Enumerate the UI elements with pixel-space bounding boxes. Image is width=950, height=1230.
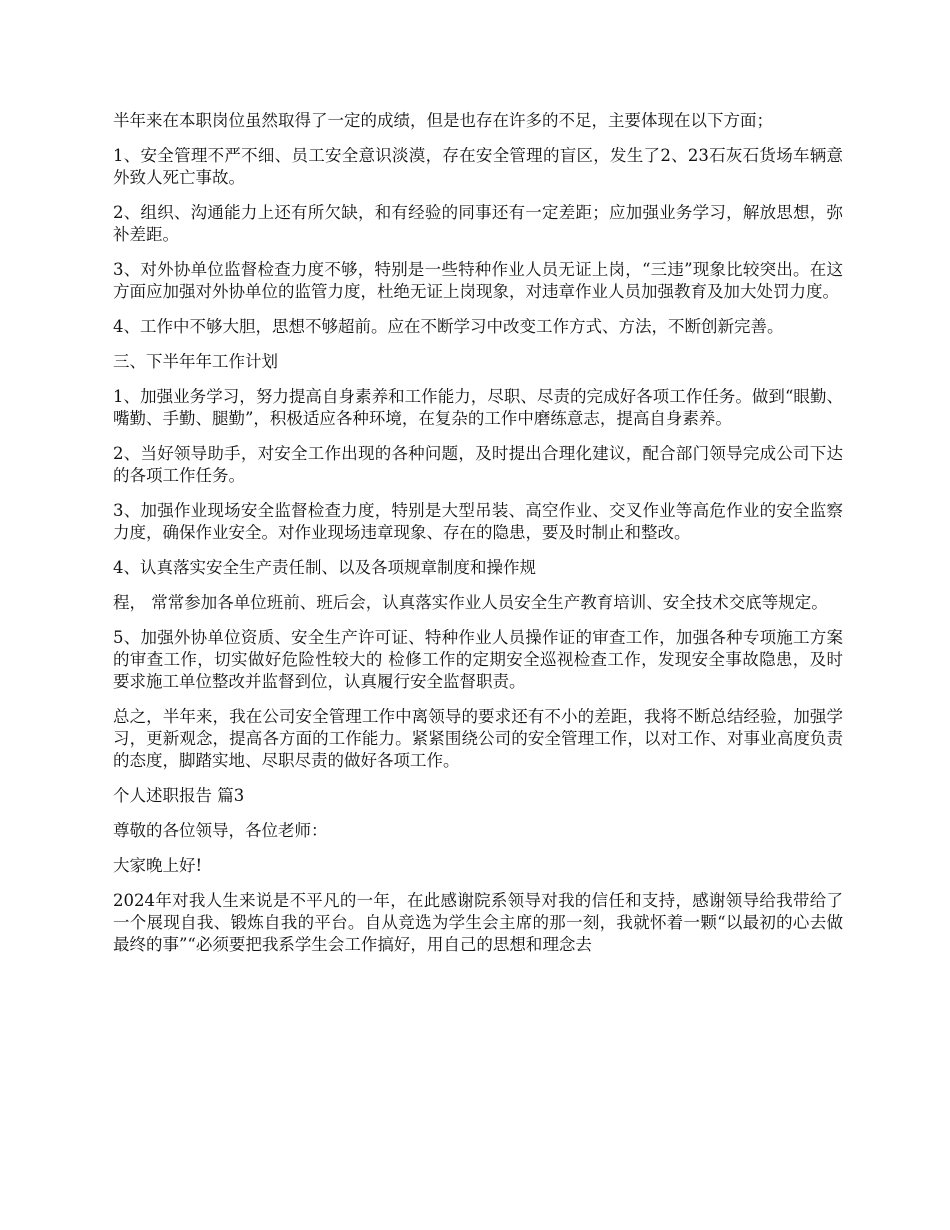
paragraph-report-3-opening: 2024年对我人生来说是不平凡的一年，在此感谢院系领导对我的信任和支持，感谢领导给我带给了一个展现自我、锻炼自我的平台。自从竞选为学生会主席的那一刻，我就怀着一颗“以最初的心去做最终的事”“必须要把我系学生会工作搞好，用自己的思想和理念去 [113, 891, 843, 954]
document-body [113, 110, 843, 969]
paragraph-shortcoming-3: 3、对外协单位监督检查力度不够，特别是一些特种作业人员无证上岗，“三违”现象比较突出。在这方面应加强对外协单位的监管力度，杜绝无证上岗现象，对违章作业人员加强教育及加大处罚力度。 [113, 260, 843, 301]
paragraph-conclusion: 总之，半年来，我在公司安全管理工作中离领导的要求还有不小的差距，我将不断总结经验，加强学习，更新观念，提高各方面的工作能力。紧紧围绕公司的安全管理工作，以对工作、对事业高度负责的态度，脚踏实地、尽职尽责的做好各项工作。 [113, 707, 843, 770]
paragraph-plan-1: 1、加强业务学习，努力提高自身素养和工作能力，尽职、尽责的完成好各项工作任务。做到“眼勤、嘴勤、手勤、腿勤”，积极适应各种环境，在复杂的工作中磨练意志，提高自身素养。 [113, 387, 843, 428]
section-heading-plan: 三、下半年年工作计划 [113, 352, 278, 371]
paragraph-shortcoming-4: 4、工作中不够大胆，思想不够超前。应在不断学习中改变工作方式、方法，不断创新完善。 [113, 317, 784, 336]
paragraph-plan-4-continued: 程， 常常参加各单位班前、班后会，认真落实作业人员安全生产教育培训、安全技术交底等规定。 [113, 593, 828, 612]
paragraph-shortcoming-2: 2、组织、沟通能力上还有所欠缺，和有经验的同事还有一定差距；应加强业务学习，解放思想，弥补差距。 [113, 203, 843, 244]
paragraph-shortcomings-intro: 半年来在本职岗位虽然取得了一定的成绩，但是也存在许多的不足，主要体现在以下方面； [113, 111, 773, 130]
report-title-part-3: 个人述职报告 篇3 [113, 786, 245, 805]
paragraph-plan-5: 5、加强外协单位资质、安全生产许可证、特种作业人员操作证的审查工作，加强各种专项施工方案的审查工作，切实做好危险性较大的 检修工作的定期安全巡视检查工作，发现安全事故隐患，及时要求施工单位整改并监督到位，认真履行安全监督职责。 [113, 628, 843, 691]
salutation: 尊敬的各位领导，各位老师： [113, 821, 328, 840]
paragraph-plan-2: 2、当好领导助手，对安全工作出现的各种问题，及时提出合理化建议，配合部门领导完成公司下达的各项工作任务。 [113, 444, 843, 485]
paragraph-shortcoming-1: 1、安全管理不严不细、员工安全意识淡漠，存在安全管理的盲区，发生了2、23石灰石货场车辆意外致人死亡事故。 [113, 146, 843, 187]
paragraph-plan-3: 3、加强作业现场安全监督检查力度，特别是大型吊装、高空作业、交叉作业等高危作业的安全监察力度，确保作业安全。对作业现场违章现象、存在的隐患，要及时制止和整改。 [113, 501, 843, 542]
paragraph-plan-4: 4、认真落实安全生产责任制、以及各项规章制度和操作规 [113, 558, 536, 577]
greeting: 大家晚上好! [113, 856, 203, 875]
